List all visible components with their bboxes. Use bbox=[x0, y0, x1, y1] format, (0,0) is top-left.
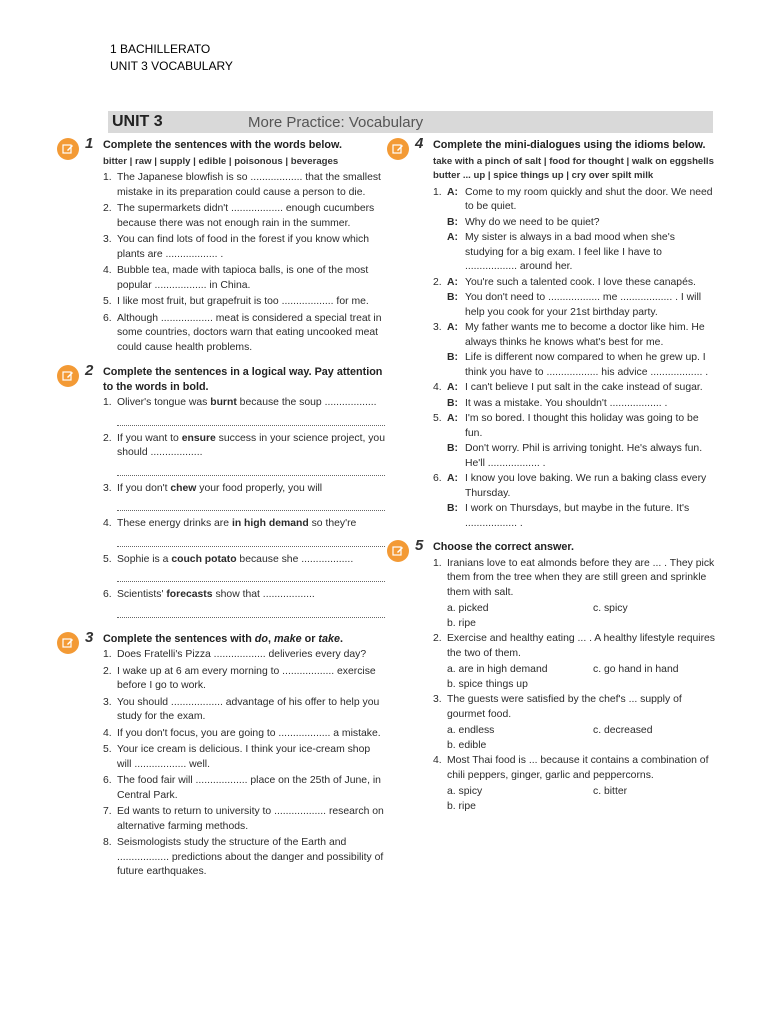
item-number: 6. bbox=[103, 312, 112, 324]
left-column bbox=[85, 135, 385, 882]
item-text: Although .................. meat is considered a special treat in some countries, doctors warn that eating uncooked meat could cause health problems. bbox=[117, 312, 382, 353]
item-number: 4. bbox=[103, 265, 112, 276]
item-number: 1. bbox=[433, 557, 442, 569]
header-line-2: UNIT 3 VOCABULARY bbox=[110, 59, 233, 73]
question bbox=[433, 754, 715, 783]
unit-label: UNIT 3 bbox=[112, 113, 163, 130]
item-number: 5. bbox=[103, 744, 112, 755]
dialogue-text: You're such a talented cook. I love these canapés. bbox=[465, 276, 696, 288]
list-item bbox=[103, 553, 385, 568]
item-number: 2. bbox=[103, 665, 112, 677]
list-item bbox=[103, 482, 385, 497]
item-text: so they're bbox=[308, 518, 357, 529]
question bbox=[433, 632, 715, 661]
dialogue-text: You don't need to .................. me .................. . I will help you cook for your 21st birthday party. bbox=[465, 292, 702, 318]
dialogue-text: Why do we need to be quiet? bbox=[465, 216, 600, 228]
item-text: because the soup .................. bbox=[236, 397, 377, 408]
item-text: I like most fruit, but grapefruit is too .................. for me. bbox=[117, 296, 369, 307]
idiom-bank: take with a pinch of salt | food for thought | walk on eggshells butter ... up | spice things up | cry over spilt milk bbox=[433, 155, 714, 181]
item-text: Oliver's tongue was bbox=[117, 397, 211, 408]
dialogue-text: Come to my room quickly and shut the door. We need to be quiet. bbox=[465, 186, 713, 212]
dialogue-text: Life is different now compared to when he grew up. I think you have to .................. his advice .................. . bbox=[465, 352, 709, 378]
right-column bbox=[415, 135, 715, 815]
speaker: B: bbox=[447, 352, 458, 363]
speaker: B: bbox=[447, 292, 458, 303]
dialogue-text: It was a mistake. You shouldn't .................. . bbox=[465, 397, 668, 409]
dialogue-line bbox=[433, 231, 715, 275]
item-text: Does Fratelli's Pizza .................. deliveries every day? bbox=[117, 649, 367, 660]
exercise-instruction bbox=[103, 632, 385, 647]
list-item bbox=[103, 171, 385, 200]
item-number: 2. bbox=[433, 633, 442, 644]
exercise-instruction: Complete the sentences in a logical way. Pay attention to the words in bold. bbox=[103, 366, 383, 393]
dialogue-line bbox=[433, 216, 715, 231]
header-line-1: 1 BACHILLERATO bbox=[110, 42, 211, 56]
item-number: 3. bbox=[433, 694, 442, 705]
answer-line bbox=[117, 463, 385, 476]
option-b: b. spice things up bbox=[447, 678, 528, 690]
dialogue-text: My father wants me to become a doctor like him. He always thinks he knows what's best for me. bbox=[465, 322, 705, 348]
unit-subtitle: More Practice: Vocabulary bbox=[248, 114, 424, 131]
speaker: A: bbox=[447, 232, 458, 243]
item-number: 4. bbox=[103, 518, 112, 529]
question bbox=[433, 693, 715, 722]
item-text: your food properly, you will bbox=[196, 482, 323, 494]
option-a: a. spicy bbox=[447, 786, 483, 797]
speaker: B: bbox=[447, 503, 458, 514]
answer-line bbox=[117, 413, 385, 426]
item-number: 2. bbox=[103, 203, 112, 214]
item-number: 7. bbox=[103, 806, 112, 817]
list-item bbox=[103, 836, 385, 880]
exercise-1-heading bbox=[85, 135, 385, 153]
bold-word: couch potato bbox=[171, 553, 237, 565]
exercise-number: 2 bbox=[85, 362, 94, 379]
dialogue-text: I'm so bored. I thought this holiday was going to be fun. bbox=[465, 413, 699, 439]
exercise-instruction: Complete the mini-dialogues using the idioms below. bbox=[433, 139, 706, 151]
word-bank: bitter | raw | supply | edible | poisonous | beverages bbox=[103, 155, 339, 167]
answer-line bbox=[117, 605, 385, 618]
list-item bbox=[103, 517, 385, 532]
instruction-word: do bbox=[254, 632, 268, 645]
option-a: a. endless bbox=[447, 725, 495, 736]
dialogue-line bbox=[433, 291, 715, 320]
item-text: The supermarkets didn't .................. enough cucumbers because there was not enough rain in the summer. bbox=[117, 203, 375, 229]
bold-word: forecasts bbox=[166, 589, 213, 600]
exercise-number: 3 bbox=[85, 628, 94, 646]
item-text: Scientists' bbox=[117, 589, 167, 600]
item-text: If you don't bbox=[117, 482, 171, 494]
dialogue-text: I work on Thursdays, but maybe in the future. It's .................. . bbox=[465, 503, 690, 529]
list-item bbox=[103, 396, 385, 411]
dialogue-line bbox=[433, 381, 715, 396]
option-c: c. go hand in hand bbox=[593, 664, 679, 675]
speaker: A: bbox=[447, 276, 458, 288]
item-number: 3. bbox=[103, 234, 112, 245]
item-text: The food fair will .................. place on the 25th of June, in Central Park. bbox=[117, 775, 381, 801]
item-text: Your ice cream is delicious. I think your ice-cream shop will .................. well. bbox=[117, 744, 371, 770]
item-text: because she .................. bbox=[236, 553, 354, 565]
option-c: c. spicy bbox=[593, 603, 628, 614]
instruction-word: take bbox=[318, 632, 341, 645]
instruction-or: or bbox=[301, 632, 319, 645]
exercise-2-heading bbox=[85, 362, 385, 394]
item-number: 1. bbox=[103, 172, 112, 183]
question-text: The guests were satisfied by the chef's ... supply of gourmet food. bbox=[447, 694, 682, 720]
item-number: 4. bbox=[433, 382, 442, 393]
item-number: 6. bbox=[103, 775, 112, 786]
exercise-instruction: Choose the correct answer. bbox=[433, 541, 575, 553]
dialogue-text: My sister is always in a bad mood when she's studying for a big exam. I feel like I have to .................. around her. bbox=[465, 232, 675, 272]
bold-word: chew bbox=[170, 482, 197, 494]
exercise-number: 5 bbox=[415, 537, 424, 554]
item-text: Ed wants to return to university to .................. research on alternative farming methods. bbox=[117, 806, 384, 832]
bold-word: burnt bbox=[210, 397, 237, 408]
question-text: Most Thai food is ... because it contains a combination of chili peppers, ginger, garlic and peppercorns. bbox=[447, 755, 709, 781]
pencil-icon bbox=[387, 138, 409, 160]
bold-word: ensure bbox=[181, 432, 216, 444]
item-number: 1. bbox=[103, 649, 112, 660]
item-number: 5. bbox=[103, 553, 112, 565]
speaker: B: bbox=[447, 443, 458, 454]
pencil-icon bbox=[387, 540, 409, 562]
answer-line bbox=[117, 534, 385, 547]
answer-options bbox=[433, 663, 715, 692]
item-number: 3. bbox=[103, 696, 112, 708]
item-number: 2. bbox=[433, 276, 442, 288]
list-item bbox=[103, 743, 385, 772]
item-number: 4. bbox=[433, 755, 442, 766]
speaker: A: bbox=[447, 413, 458, 424]
instruction-word: make bbox=[274, 632, 302, 645]
option-b: b. ripe bbox=[447, 617, 476, 629]
item-text: I wake up at 6 am every morning to .................. exercise before I go to work. bbox=[117, 665, 376, 691]
pencil-icon bbox=[57, 632, 79, 654]
option-c: c. bitter bbox=[593, 786, 628, 797]
answer-options bbox=[433, 785, 715, 814]
answer-line bbox=[117, 569, 385, 582]
dialogue-line bbox=[433, 472, 715, 501]
dialogue-text: Don't worry. Phil is arriving tonight. He's always fun. He'll .................. . bbox=[465, 443, 703, 469]
exercise-5-heading bbox=[415, 537, 715, 555]
item-number: 4. bbox=[103, 727, 112, 739]
list-item bbox=[103, 727, 385, 742]
item-number: 1. bbox=[433, 186, 442, 198]
exercise-number: 4 bbox=[415, 135, 424, 152]
unit-title-bar bbox=[108, 111, 713, 133]
item-text: The Japanese blowfish is so .................. that the smallest mistake in its preparation could cause a person to die. bbox=[117, 172, 381, 198]
item-number: 1. bbox=[103, 397, 112, 408]
list-item bbox=[103, 264, 385, 293]
item-text: You should .................. advantage of his offer to help you study for the exam. bbox=[117, 696, 380, 722]
option-c: c. decreased bbox=[593, 725, 653, 736]
speaker: A: bbox=[447, 473, 458, 484]
answer-options bbox=[433, 602, 715, 631]
item-text: success in your science project, you should .................. bbox=[117, 432, 385, 458]
item-text: You can find lots of food in the forest if you know which plants are .................. . bbox=[117, 234, 370, 260]
list-item bbox=[103, 774, 385, 803]
exercise-4-heading bbox=[415, 135, 715, 153]
dialogue-text: I can't believe I put salt in the cake instead of sugar. bbox=[465, 382, 703, 393]
exercise-3-heading bbox=[85, 628, 385, 647]
item-text: Bubble tea, made with tapioca balls, is one of the most popular .................. in China. bbox=[117, 265, 369, 291]
instruction-end: . bbox=[340, 632, 344, 645]
list-item bbox=[103, 665, 385, 694]
dialogue-line bbox=[433, 321, 715, 350]
dialogue-line bbox=[433, 412, 715, 441]
answer-options bbox=[433, 724, 715, 753]
option-a: a. picked bbox=[447, 603, 489, 614]
instruction-text: Complete the sentences with bbox=[103, 632, 255, 645]
bold-word: in high demand bbox=[231, 518, 309, 529]
dialogue-line bbox=[433, 186, 715, 215]
list-item bbox=[103, 233, 385, 262]
item-text: show that .................. bbox=[212, 589, 315, 600]
exercise-instruction: Complete the sentences with the words below. bbox=[103, 139, 342, 151]
instruction-sep: , bbox=[268, 632, 274, 645]
list-item bbox=[103, 295, 385, 310]
pencil-icon bbox=[57, 365, 79, 387]
pencil-icon bbox=[57, 138, 79, 160]
item-number: 2. bbox=[103, 432, 112, 444]
item-number: 3. bbox=[103, 482, 112, 494]
item-number: 5. bbox=[103, 296, 112, 307]
answer-line bbox=[117, 498, 385, 511]
dialogue-line bbox=[433, 276, 715, 291]
item-number: 8. bbox=[103, 837, 112, 848]
list-item bbox=[103, 648, 385, 663]
option-b: b. edible bbox=[447, 739, 487, 751]
speaker: B: bbox=[447, 216, 458, 228]
option-b: b. ripe bbox=[447, 800, 476, 812]
list-item bbox=[103, 805, 385, 834]
item-text: Sophie is a bbox=[117, 553, 172, 565]
speaker: B: bbox=[447, 397, 458, 409]
exercise-number: 1 bbox=[85, 135, 94, 152]
list-item bbox=[103, 588, 385, 603]
list-item bbox=[103, 432, 385, 461]
speaker: A: bbox=[447, 322, 458, 333]
dialogue-line bbox=[433, 351, 715, 380]
item-text: Seismologists study the structure of the Earth and .................. predictions about the danger and possibility of future earthquakes. bbox=[117, 837, 384, 877]
question-text: Iranians love to eat almonds before they are ... . They pick them from the tree when they are still green and sprinkle them with salt. bbox=[447, 557, 715, 598]
option-a: a. are in high demand bbox=[447, 664, 548, 675]
item-text: These energy drinks are bbox=[117, 518, 232, 529]
dialogue-line bbox=[433, 442, 715, 471]
item-number: 5. bbox=[433, 413, 442, 424]
dialogue-line bbox=[433, 397, 715, 412]
question-text: Exercise and healthy eating ... . A healthy lifestyle requires the two of them. bbox=[447, 633, 715, 659]
item-number: 3. bbox=[433, 322, 442, 333]
question bbox=[433, 557, 715, 601]
dialogue-text: I know you love baking. We run a baking class every Thursday. bbox=[465, 473, 707, 499]
item-number: 6. bbox=[433, 473, 442, 484]
item-text: If you don't focus, you are going to .................. a mistake. bbox=[117, 727, 381, 739]
dialogue-line bbox=[433, 502, 715, 531]
speaker: A: bbox=[447, 382, 458, 393]
item-number: 6. bbox=[103, 589, 112, 600]
item-text: If you want to bbox=[117, 432, 182, 444]
list-item bbox=[103, 696, 385, 725]
speaker: A: bbox=[447, 186, 458, 198]
list-item bbox=[103, 202, 385, 231]
list-item bbox=[103, 312, 385, 356]
